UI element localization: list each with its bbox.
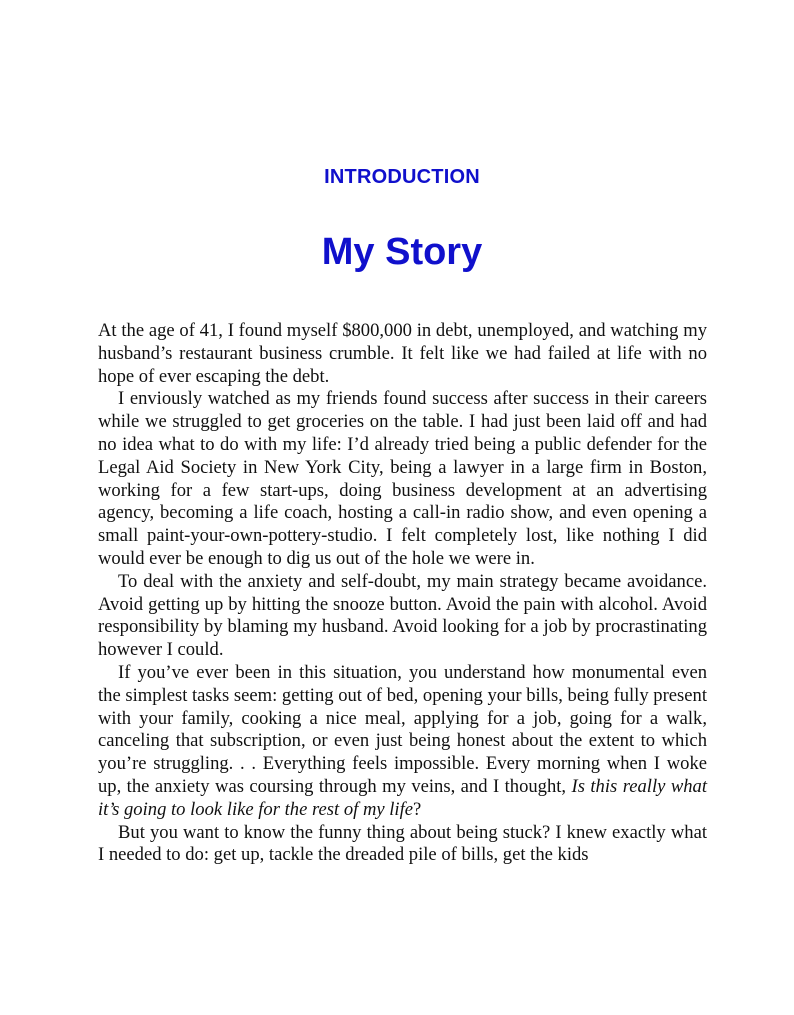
paragraph-4-end: ? — [413, 798, 422, 820]
paragraph-2: I enviously watched as my friends found success after success in their careers while we struggled to get groceries on the table. I had just been laid off and had no idea what to do with my life: I’d already tried being a public defender for the Legal Aid Society in New York City, being a lawyer in a large firm in Boston, working for a few start-ups, doing business development at an advertising agency, becoming a life coach, hosting a call-in radio show, and even opening a small paint-your-own-pottery-studio. I felt completely lost, like nothing I did would ever be enough to dig us out of the hole we were in. — [98, 388, 707, 569]
body-text — [98, 320, 707, 867]
chapter-title: My Story — [321, 231, 483, 273]
section-label: INTRODUCTION — [324, 166, 480, 188]
paragraph-5: But you want to know the funny thing about being stuck? I knew exactly what I needed to do: get up, tackle the dreaded pile of bills, get the kids — [98, 821, 707, 866]
paragraph-3: To deal with the anxiety and self-doubt, my main strategy became avoidance. Avoid getting up by hitting the snooze button. Avoid the pain with alcohol. Avoid responsibility by blaming my husband. Avoid looking for a job by procrastinating however I could. — [98, 570, 707, 661]
paragraph-4 — [98, 662, 707, 822]
paragraph-1: At the age of 41, I found myself $800,000 in debt, unemployed, and watching my husband’s restaurant business crumble. It felt like we had failed at life with no hope of ever escaping the debt. — [98, 320, 707, 387]
paragraph-4-text: If you’ve ever been in this situation, you understand how monumental even the simplest tasks seem: getting out of bed, opening your bills, being fully present with your family, cooking a nice meal, applying for a job, going for a walk, canceling that subscription, or even just being honest about the extent to which you’re struggling. . . Everything feels impossible. Every morning when I woke up, the anxiety was coursing through my veins, and I thought, — [98, 661, 707, 797]
paragraph-4-italic: Is this really what it’s going to look like for the rest of my life — [98, 775, 707, 820]
